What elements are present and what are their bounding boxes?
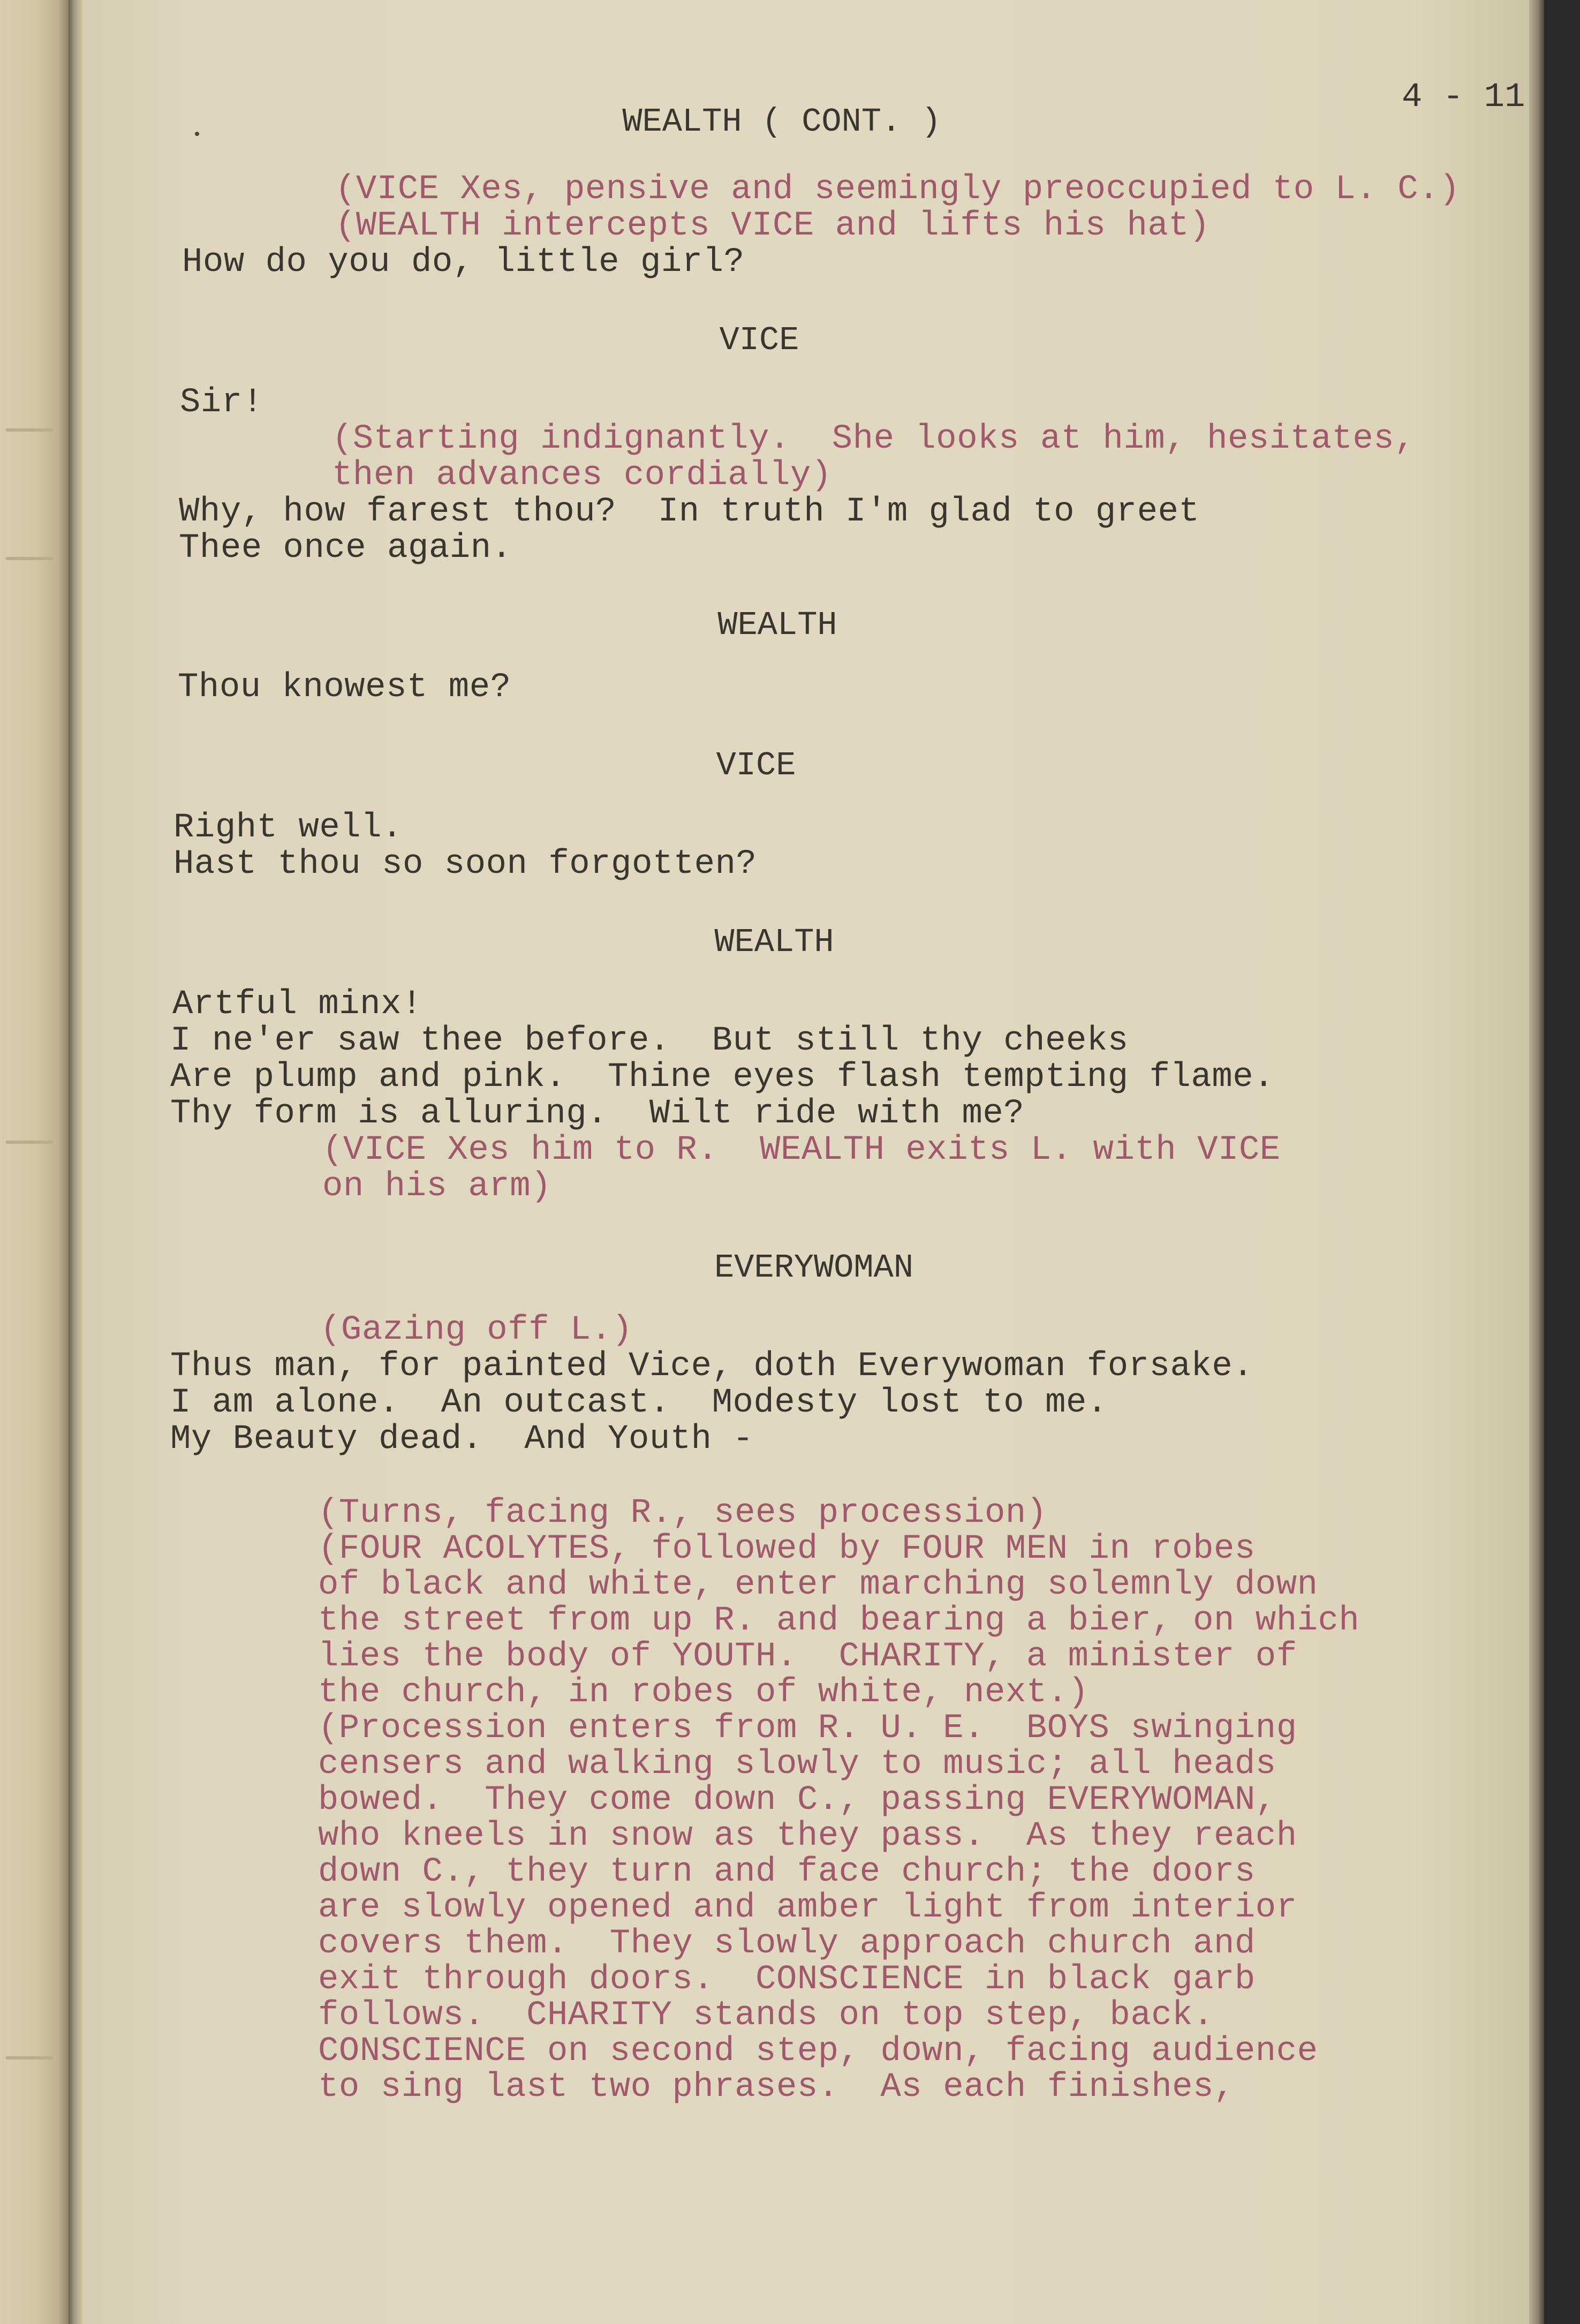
stage-direction-line: (Turns, facing R., sees procession) [318,1494,1047,1533]
stage-direction-line: (Procession enters from R. U. E. BOYS swinging [318,1709,1297,1748]
stage-direction-line: follows. CHARITY stands on top step, back. [318,1996,1214,2035]
page-header: WEALTH ( CONT. ) [622,103,941,141]
stage-direction-line: on his arm) [322,1167,551,1206]
page-edge [1529,0,1544,2324]
dialogue-line: Hast thou so soon forgotten? [173,845,757,884]
dialogue-line: I ne'er saw thee before. But still thy cheeks [170,1022,1129,1060]
dialogue-line: Thou knowest me? [178,668,511,707]
stage-direction-line: CONSCIENCE on second step, down, facing audience [318,2032,1318,2071]
dialogue-line: My Beauty dead. And Youth - [170,1420,754,1459]
book-gutter [69,0,82,2324]
dialogue-line: I am alone. An outcast. Modesty lost to me. [170,1384,1108,1422]
stray-mark [195,132,199,136]
stage-direction-line: of black and white, enter marching solemnly down [318,1566,1318,1604]
stage-direction-line: (VICE Xes him to R. WEALTH exits L. with VICE [322,1131,1281,1169]
speaker-heading: EVERYWOMAN [714,1249,914,1287]
stage-direction-line: (Gazing off L.) [320,1311,633,1349]
dialogue-line: Why, how farest thou? In truth I'm glad to greet [179,493,1200,531]
stage-direction-line: bowed. They come down C., passing EVERYWOMAN, [318,1781,1276,1820]
dialogue-line: Artful minx! [172,985,422,1024]
dialogue-line: Are plump and pink. Thine eyes flash tempting flame. [170,1058,1275,1097]
stage-direction-line: covers them. They slowly approach church and [318,1925,1256,1963]
stage-direction-line: (FOUR ACOLYTES, followed by FOUR MEN in robes [318,1530,1256,1568]
left-page-edge [0,0,69,2324]
speaker-heading: VICE [719,321,799,359]
speaker-heading: WEALTH [714,923,834,961]
margin-mark [5,428,54,432]
stage-direction-line: down C., they turn and face church; the doors [318,1853,1256,1891]
dialogue-line: Thus man, for painted Vice, doth Everywoman forsake. [170,1347,1254,1386]
stage-direction-line: (WEALTH intercepts VICE and lifts his hat) [335,207,1211,245]
stage-direction-line: censers and walking slowly to music; all heads [318,1745,1276,1784]
margin-mark [5,2056,54,2059]
stage-direction-line: the street from up R. and bearing a bier, on which [318,1602,1360,1640]
stage-direction-line: are slowly opened and amber light from interior [318,1889,1297,1927]
speaker-heading: WEALTH [717,606,837,644]
stage-direction-line: lies the body of YOUTH. CHARITY, a minister of [318,1638,1297,1676]
stage-direction-line: to sing last two phrases. As each finishes, [318,2068,1235,2107]
dialogue-line: Thy form is alluring. Wilt ride with me? [170,1095,1025,1133]
background-edge [1544,0,1580,2324]
stage-direction-line: who kneels in snow as they pass. As they reach [318,1817,1297,1855]
dialogue-line: Right well. [173,809,403,847]
stage-direction-line: (VICE Xes, pensive and seemingly preoccupied to L. C.) [335,170,1460,209]
margin-mark [5,1141,54,1144]
stage-direction-line: exit through doors. CONSCIENCE in black garb [318,1960,1256,1999]
page-number: 4 - 11 [1402,78,1525,117]
speaker-heading: VICE [716,746,796,784]
stage-direction-line: then advances cordially) [332,456,832,495]
dialogue-line: Thee once again. [179,529,512,568]
stage-direction-line: the church, in robes of white, next.) [318,1673,1089,1712]
dialogue-line: How do you do, little girl? [182,243,745,282]
stage-direction-line: (Starting indignantly. She looks at him, hesitates, [332,420,1416,458]
margin-mark [5,557,54,560]
dialogue-line: Sir! [180,383,263,422]
